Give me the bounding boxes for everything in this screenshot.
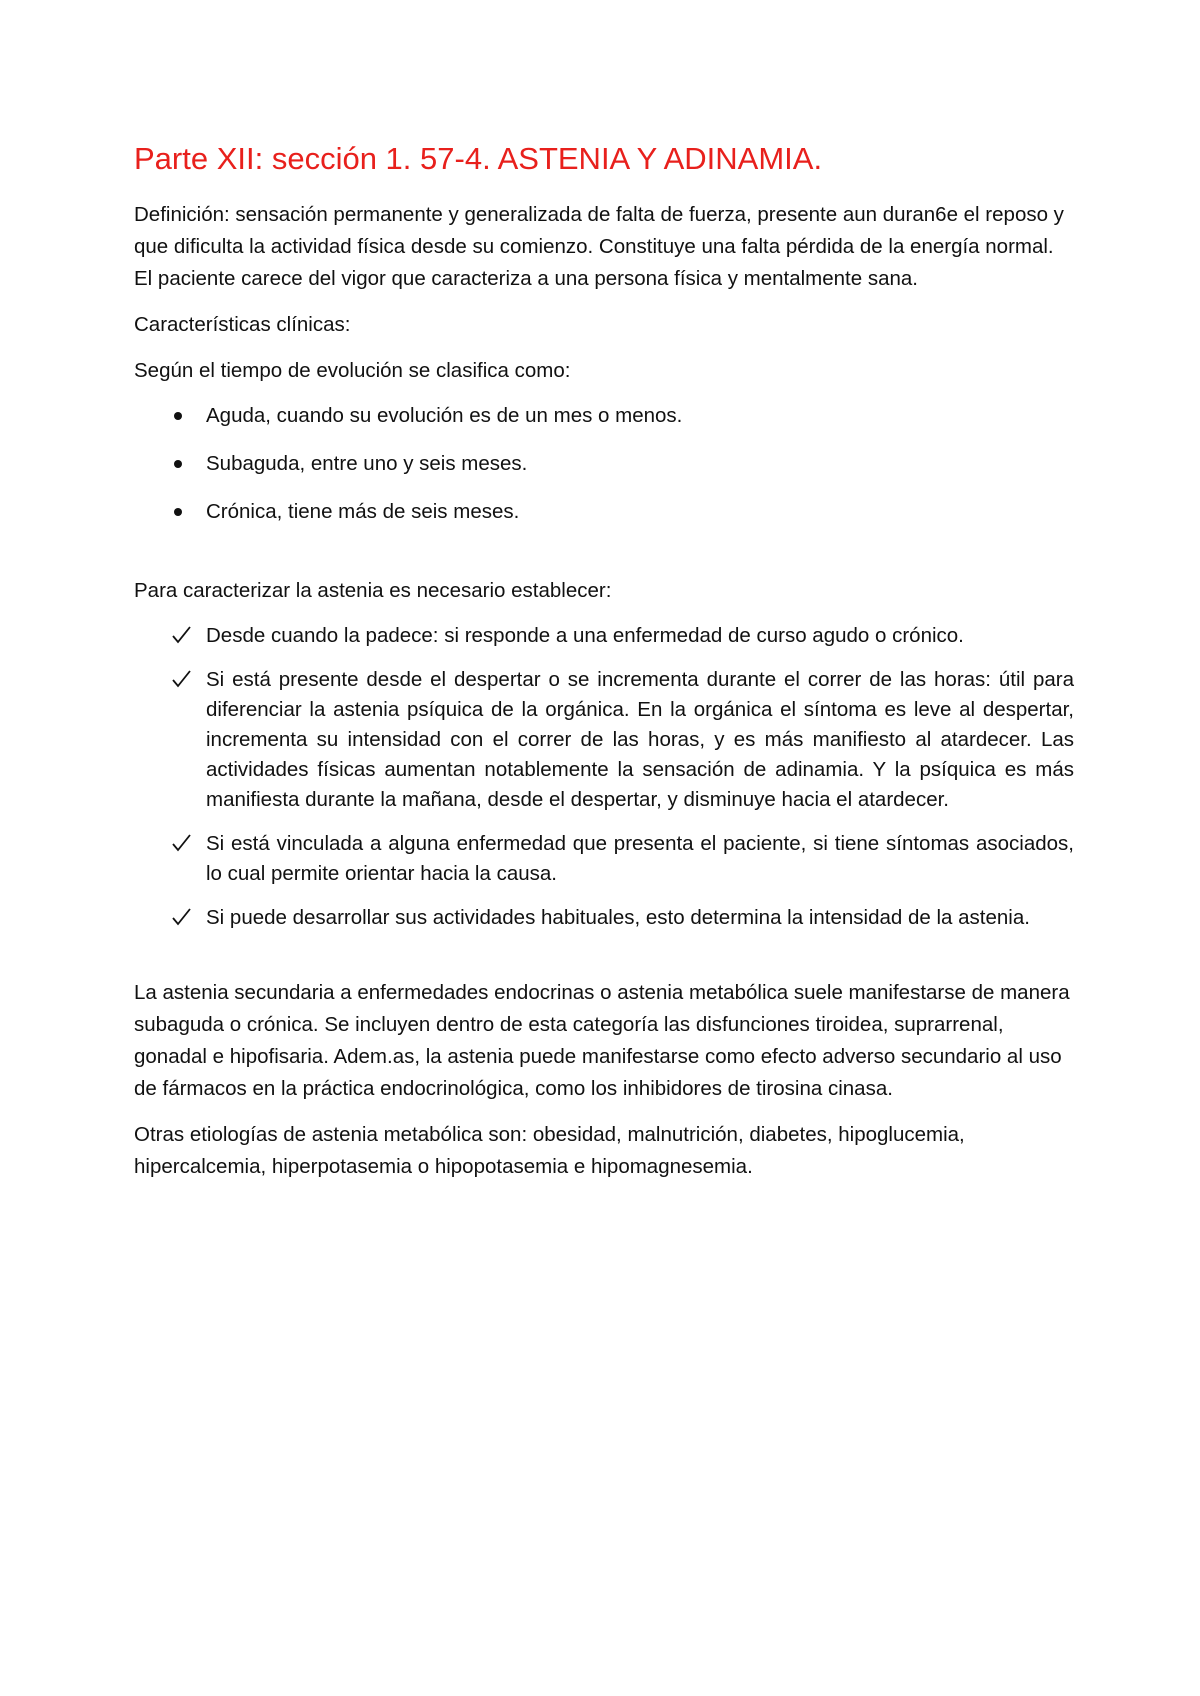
- bullet-dot-icon: [174, 460, 182, 468]
- page-title: Parte XII: sección 1. 57-4. ASTENIA Y ADINAMIA.: [134, 141, 823, 176]
- endocrine-paragraph: La astenia secundaria a enfermedades endocrinas o astenia metabólica suele manifestarse de manera subaguda o crónica. Se incluyen dentro de esta categoría las disfunciones tiroidea, suprarrenal, gonadal e hipofisaria. Adem.as, la astenia puede manifestarse como efecto adverso secundario al uso de fármacos en la práctica endocrinológica, como los inhibidores de tirosina cinasa.: [134, 981, 1070, 1101]
- definition-paragraph: Definición: sensación permanente y generalizada de falta de fuerza, presente aun duran6e el reposo y que dificulta la actividad física desde su comienzo. Constituye una falta pérdida de la energía normal. El paciente carece del vigor que caracteriza a una persona física y mentalmente sana.: [134, 203, 1064, 291]
- bullet-dot-icon: [174, 412, 182, 420]
- bullet-dot-icon: [174, 508, 182, 516]
- spacer: [134, 947, 1074, 977]
- list-item: Desde cuando la padece: si responde a una enfermedad de curso agudo o crónico.: [134, 621, 1074, 651]
- checkmark-icon: [170, 621, 194, 651]
- clinical-heading: Características clínicas:: [134, 313, 351, 337]
- checkmark-icon: [170, 665, 194, 695]
- list-item: Si está vinculada a alguna enfermedad que presenta el paciente, si tiene síntomas asociados, lo cual permite orientar hacia la causa.: [134, 829, 1074, 889]
- classification-list: [134, 401, 1074, 527]
- checkmark-icon: [170, 903, 194, 933]
- characterize-intro: Para caracterizar la astenia es necesario establecer:: [134, 579, 612, 603]
- checkmark-icon: [170, 829, 194, 859]
- spacer: [134, 545, 1074, 575]
- list-item: Si puede desarrollar sus actividades habituales, esto determina la intensidad de la astenia.: [134, 903, 1074, 933]
- list-item: Crónica, tiene más de seis meses.: [134, 497, 1074, 527]
- list-item: Aguda, cuando su evolución es de un mes o menos.: [134, 401, 1074, 431]
- list-item: Si está presente desde el despertar o se incrementa durante el correr de las horas: útil para diferenciar la astenia psíquica de la orgánica. En la orgánica el síntoma es leve al despertar, incrementa su intensidad con el correr de las horas, y es más manifiesto al atardecer. Las actividades físicas aumentan notablemente la sensación de adinamia. Y la psíquica es más manifiesta durante la mañana, desde el despertar, y disminuye hacia el atardecer.: [134, 665, 1074, 815]
- classification-intro: Según el tiempo de evolución se clasifica como:: [134, 359, 571, 383]
- document-page: [134, 140, 1074, 1197]
- criteria-list: [134, 621, 1074, 933]
- list-item: Subaguda, entre uno y seis meses.: [134, 449, 1074, 479]
- other-etiologies-paragraph: Otras etiologías de astenia metabólica son: obesidad, malnutrición, diabetes, hipoglucemia, hipercalcemia, hiperpotasemia o hipopotasemia e hipomagnesemia.: [134, 1123, 965, 1179]
